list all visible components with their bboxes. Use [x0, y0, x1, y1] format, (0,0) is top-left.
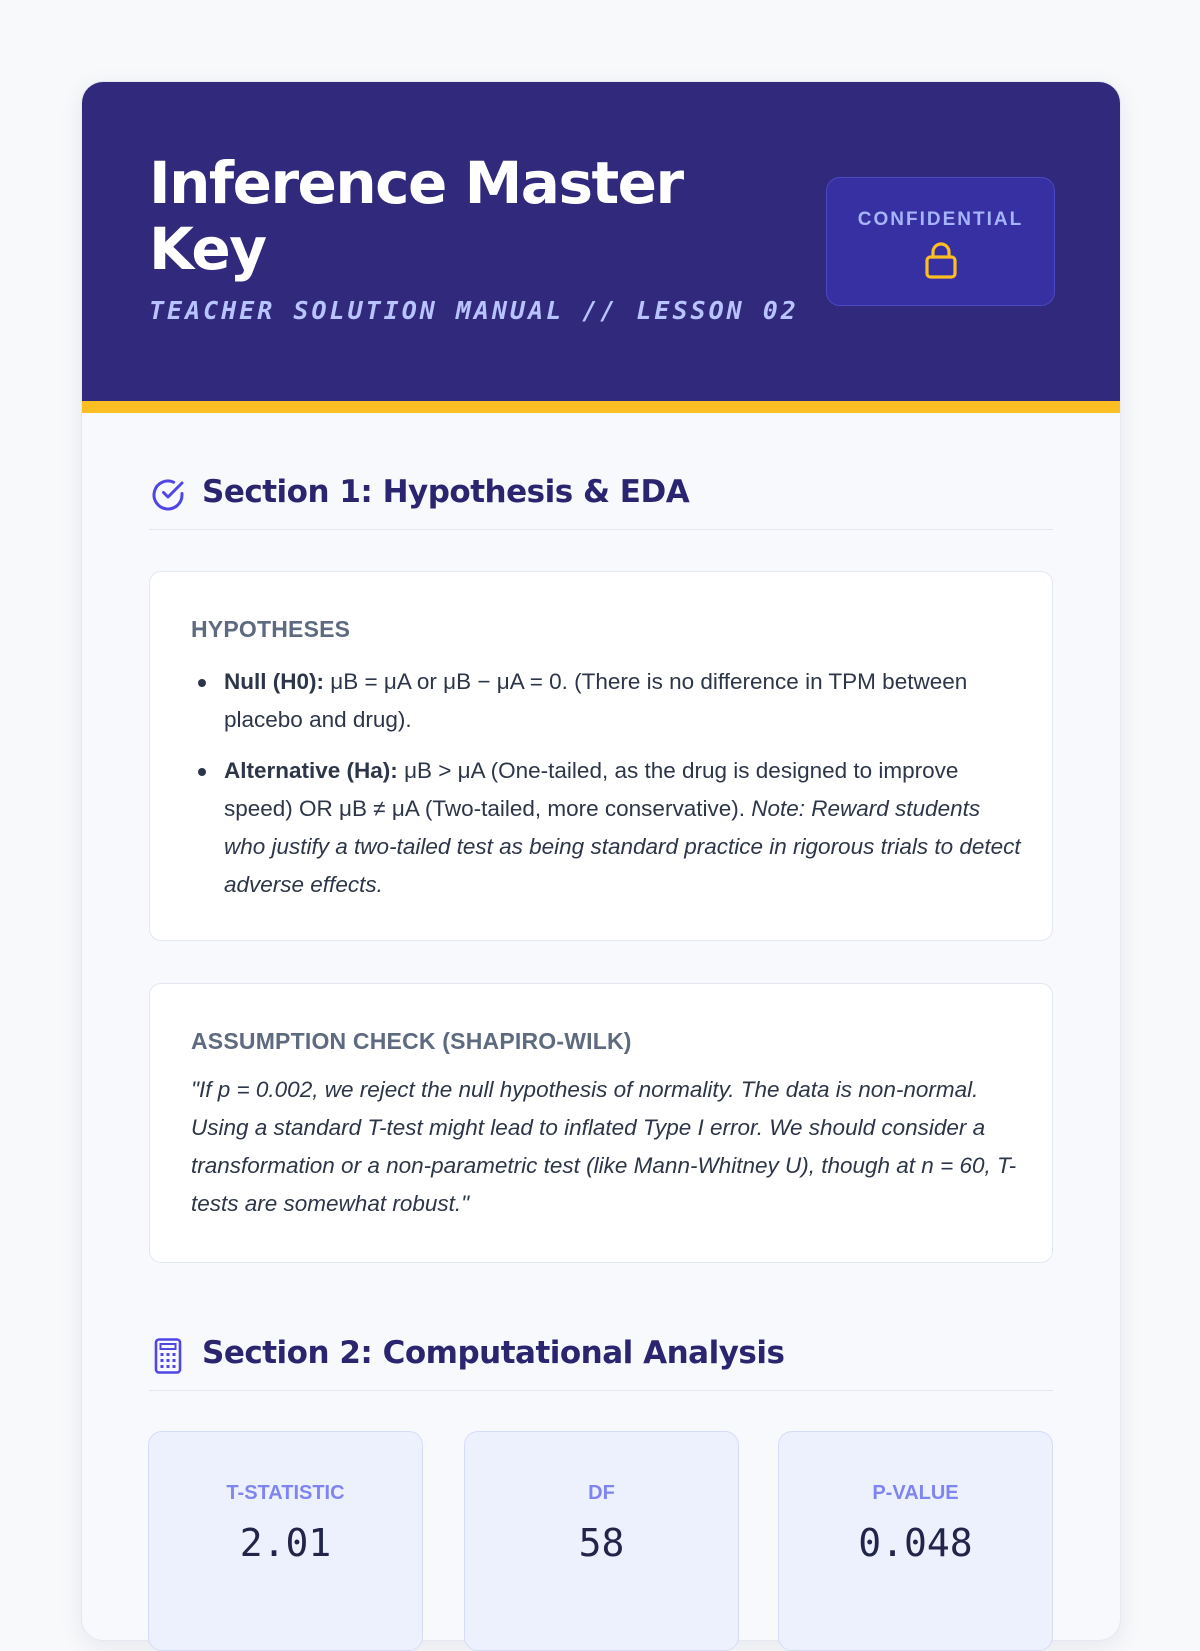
confidential-badge	[826, 177, 1055, 306]
section-2-title: Section 2: Computational Analysis	[202, 1335, 785, 1371]
hypotheses-label: HYPOTHESES	[191, 616, 351, 642]
stat-value: 0.048	[858, 1521, 973, 1565]
page-subtitle: TEACHER SOLUTION MANUAL // LESSON 02	[149, 296, 799, 325]
alternative-hypothesis-label: Alternative (Ha):	[224, 758, 398, 783]
header	[82, 82, 1120, 401]
stat-card-p-value	[778, 1431, 1053, 1651]
calculator-icon	[149, 1337, 187, 1375]
section-1-title: Section 1: Hypothesis & EDA	[202, 474, 690, 510]
section-1-heading	[149, 474, 1053, 530]
page-title: Inference Master Key	[149, 149, 683, 283]
lock-icon	[923, 240, 959, 280]
stat-label: T-STATISTIC	[226, 1482, 345, 1504]
check-circle-icon	[149, 476, 187, 514]
alternative-hypothesis-text: μB > μA (One-tailed, as the drug is designed to improve speed) OR μB ≠ μA (Two-tailed, more conservative).	[224, 758, 959, 821]
stat-card-df	[464, 1431, 739, 1651]
null-hypothesis-text: μB = μA or μB − μA = 0. (There is no difference in TPM between placebo and drug).	[224, 669, 968, 732]
assumption-label: ASSUMPTION CHECK (SHAPIRO-WILK)	[191, 1028, 632, 1054]
hypotheses-list	[191, 663, 1021, 904]
null-hypothesis-item	[191, 663, 1021, 739]
solution-card	[81, 81, 1121, 1641]
stat-value: 2.01	[239, 1521, 332, 1565]
stat-card-t-statistic	[148, 1431, 423, 1651]
stat-label: P-VALUE	[872, 1482, 959, 1504]
assumption-text: "If p = 0.002, we reject the null hypothesis of normality. The data is non-normal. Using a standard T-test might lead to inflated Type I error. We should consider a transformation or a non-parametric test (like Mann-Whitney U), though at n = 60, T-tests are somewhat robust."	[191, 1077, 1017, 1216]
section-2-heading	[149, 1335, 1053, 1391]
alternative-hypothesis-note: Note: Reward students who justify a two-tailed test as being standard practice in rigorous trials to detect adverse effects.	[224, 796, 1021, 897]
null-hypothesis-label: Null (H0):	[224, 669, 324, 694]
alternative-hypothesis-item	[191, 752, 1021, 904]
stat-label: DF	[588, 1482, 615, 1504]
accent-stripe	[82, 401, 1120, 413]
badge-label: CONFIDENTIAL	[857, 209, 1024, 230]
stat-value: 58	[578, 1521, 625, 1565]
assumption-panel	[149, 983, 1053, 1263]
hypotheses-panel	[149, 571, 1053, 941]
